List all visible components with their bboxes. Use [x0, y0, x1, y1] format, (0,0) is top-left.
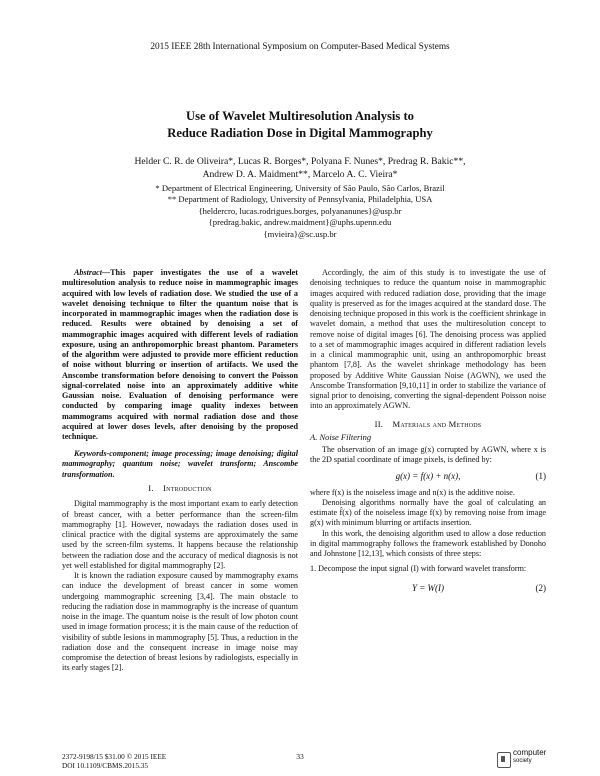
- equation-2: [310, 581, 546, 597]
- methods-heading: [310, 419, 546, 429]
- logo-text-society: society: [513, 758, 532, 764]
- keywords: [62, 449, 298, 480]
- methods-heading-number: II.: [374, 418, 384, 429]
- computer-society-logo: [497, 749, 557, 771]
- author-list: [0, 155, 600, 181]
- conference-header: 2015 IEEE 28th International Symposium on Computer-Based Medical Systems: [150, 42, 450, 52]
- affiliation-2: ** Department of Radiology, University of Pennsylvania, Philadelphia, USA: [167, 194, 433, 205]
- right-paragraph-2: The observation of an image g(x) corrupted by AGWN, where x is the 2D spatial coordinate of image pixels, is defined by:: [310, 445, 546, 465]
- footer-issn: 2372-9198/15 $31.00 © 2015 IEEE: [62, 752, 167, 761]
- right-paragraph-4: Denoising algorithms normally have the goal of calculating an estimate f̂(x) of the noiseless image f(x) by removing noise from image g(x) with minimum blurring or artifacts insertion.: [310, 497, 546, 528]
- intro-paragraph-1: Digital mammography is the most important exam to early detection of breast cancer, with a better performance than the screen-film mammography [1]. However, nowadays the radiation doses used in clinical practice with the digital systems are approximately the same used by the screen-film systems. It happens because the relationship between the radiation dose and the accuracy of medical diagnosis is not yet well established for digital mammography [2].: [62, 499, 298, 570]
- logo-text-computer: computer: [513, 748, 547, 757]
- introduction-heading-number: I.: [148, 483, 154, 493]
- email-2: {predrag.bakic, andrew.maidment}@uphs.upenn.edu: [208, 217, 392, 228]
- authors-line-1: Helder C. R. de Oliveira*, Lucas R. Borges*, Polyana F. Nunes*, Predrag R. Bakic**,: [134, 156, 466, 167]
- email-1: {heldercro, lucas.rodrigues.borges, polyananunes}@usp.br: [198, 205, 402, 216]
- equation-1-expression: g(x) = f(x) + n(x),: [395, 470, 461, 481]
- computer-society-logo-icon: [497, 752, 511, 768]
- introduction-heading-text: Introduction: [163, 483, 212, 493]
- abstract-label: Abstract: [74, 268, 102, 277]
- equation-2-expression: Y = W(I): [411, 582, 445, 593]
- abstract-text: —This paper investigates the use of a wavelet multiresolution analysis to reduce noise in mammographic images acquired with low levels of radiation dose. We studied the use of a wavelet denoising technique to filter the quantum noise that is incorporated in mammographic images when the radiation dose is reduced. Results were obtained by denoising a set of mammographic images acquired with different levels of radiation exposure, using an anthropomorphic breast phantom. Parameters of the algorithm were adjusted to provide more efficient reduction of noise without blurring or insertion of artifacts. We used the Anscombe transformation before denoising to convert the Poisson signal-correlated noise into an approximately additive white Gaussian noise. Evaluation of denoising performance were conducted by comparing image quality indexes between mammograms acquired with normal radiation dose and those acquired at lower doses levels, after denoising by the proposed technique.: [62, 268, 298, 441]
- equation-1-number: (1): [535, 470, 546, 481]
- email-3: {mvieira}@sc.usp.br: [263, 228, 337, 239]
- affiliations: [0, 183, 600, 240]
- methods-heading-text: Materials and Methods: [392, 418, 482, 429]
- right-paragraph-5: In this work, the denoising algorithm used to allow a dose reduction in digital mammography follows the framework established by Donoho and Johnstone [12,13], which consists of three steps:: [310, 528, 546, 558]
- keywords-text: Keywords-component; image processing; image denoising; digital mammography; quantum noise; wavelet transform; Anscombe transformation.: [62, 449, 298, 479]
- footer-doi: DOI 10.1109/CBMS.2015.35: [62, 761, 149, 770]
- authors-line-2: Andrew D. A. Maidment**, Marcelo A. C. Vieira*: [202, 169, 398, 180]
- introduction-heading: [62, 483, 298, 493]
- noise-filtering-subheading: A. Noise Filtering: [310, 431, 372, 442]
- step-1: 1. Decompose the input signal (I) with forward wavelet transform:: [310, 564, 527, 574]
- title-line-1: Use of Wavelet Multiresolution Analysis to: [186, 109, 414, 123]
- paper-title: [0, 108, 600, 142]
- equation-1: [310, 469, 546, 485]
- intro-paragraph-2: It is known the radiation exposure caused by mammography exams can induce the development of breast cancer in some women undergoing mammographic screening [3,4]. The main obstacle to reducing the radiation dose in mammography is the increase of quantum noise in the image. The quantum noise is the result of low photon count used in image formation process; it is the main cause of the reduction of visibility of subtle lesions in mammography [5]. Thus, a reduction in the radiation dose and the consequent increase in image noise may compromise the detection of breast lesions by radiologists, especially in its early stages [2].: [62, 571, 298, 673]
- right-paragraph-1: Accordingly, the aim of this study is to investigate the use of denoising techniques to reduce the quantum noise in mammographic images acquired with reduced radiation dose, providing that the image quality is preserved as for the images acquired at the standard dose. The denoising technique proposed in this work is the coefficient shrinkage in wavelet domain, a method that uses the multiresolution concept to remove noise of digital images [6]. The denoising process was applied to a set of mammographic images acquired in different radiation levels in a clinical mammographic unit, using an anthropomorphic breast phantom [7,8]. As the wavelet shrinkage methodology has been proposed by Additive White Gaussian Noise (AGWN), we used the Anscombe Transformation [9,10,11] in order to stabilize the variance of signal prior to denoising, converting the signal-dependent Poisson noise into an approximately AGWN.: [310, 268, 546, 411]
- title-line-2: Reduce Radiation Dose in Digital Mammography: [167, 126, 433, 140]
- affiliation-1: * Department of Electrical Engineering, University of São Paulo, São Carlos, Brazil: [155, 183, 445, 193]
- introduction-section: [62, 483, 298, 674]
- abstract: [62, 268, 298, 442]
- right-column: [310, 268, 546, 597]
- equation-2-number: (2): [535, 582, 546, 593]
- page-number: 33: [296, 752, 304, 761]
- right-paragraph-3: where f(x) is the noiseless image and n(x) is the additive noise.: [310, 487, 515, 497]
